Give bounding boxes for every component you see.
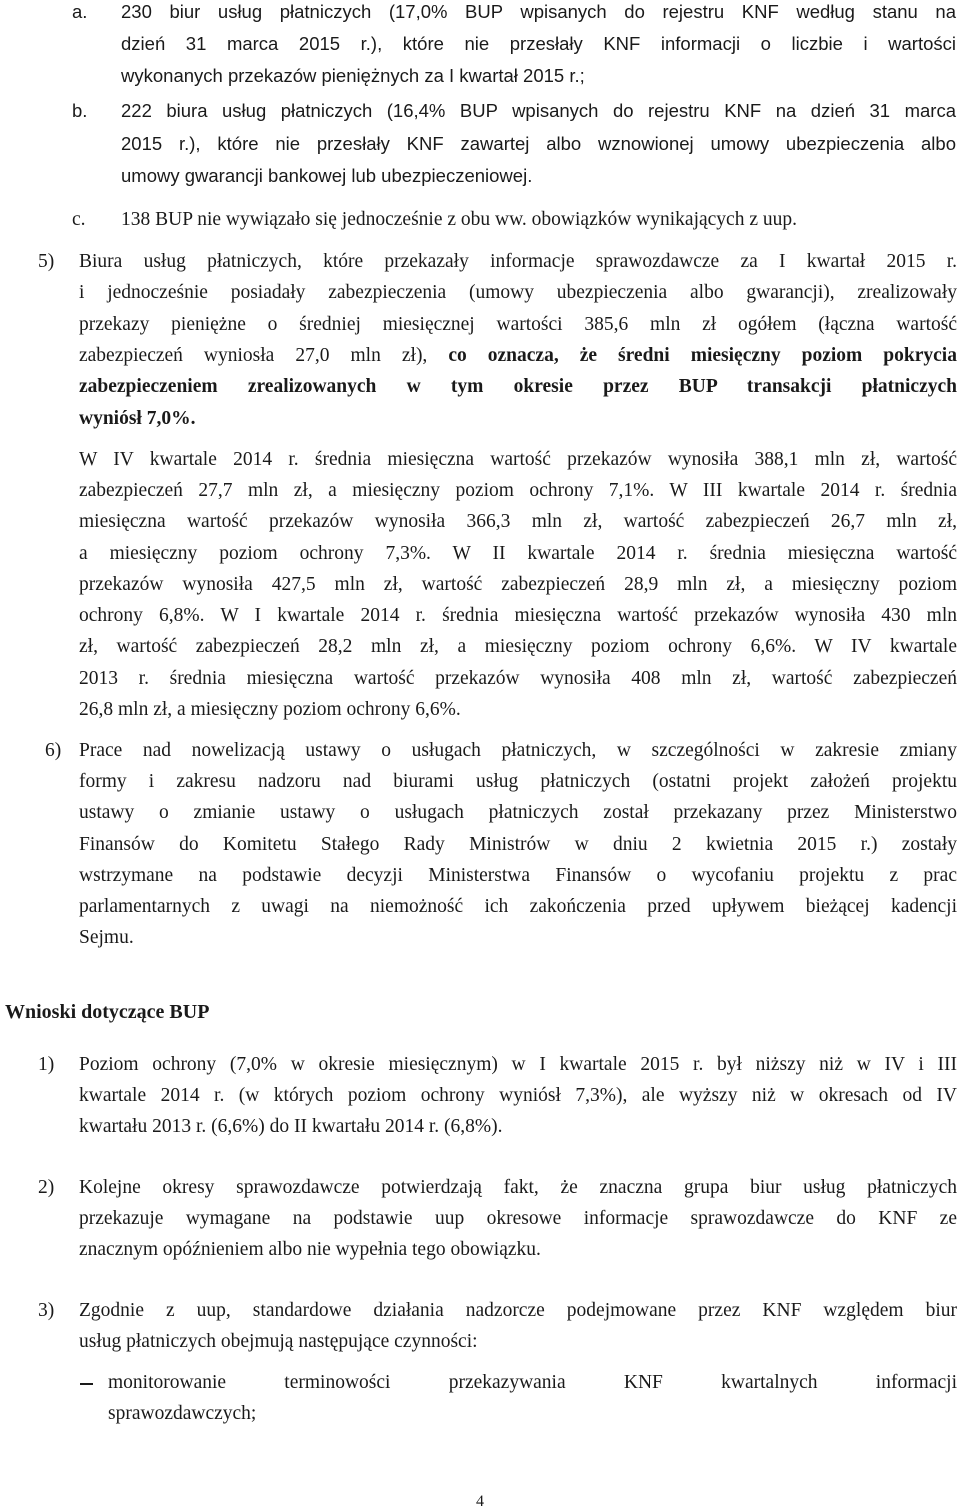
item-6-line: Prace nad nowelizacją ustawy o usługach płatniczych, w szczególności w zakresie zmiany [79,740,957,761]
quarters-line: miesięczna wartość przekazów wynosiła 366,3 mln zł, wartość zabezpieczeń 26,7 mln zł, [79,511,957,532]
item-5-line-bold: co oznacza, że średni miesięczny poziom pokrycia [448,345,957,366]
dash-bullet-icon [80,1383,93,1385]
quarters-line: a miesięczny poziom ochrony 7,3%. W II kwartale 2014 r. średnia miesięczna wartość [79,543,957,564]
list-c-line: 138 BUP nie wywiązało się jednocześnie z obu ww. obowiązków wynikających z uup. [121,209,797,230]
item-6-line: wstrzymane na podstawie decyzji Ministerstwa Finansów o wycofaniu projektu z prac [79,865,957,886]
quarters-line: zł, wartość zabezpieczeń 28,2 mln zł, a miesięczny poziom ochrony 6,6%. W IV kwartale [79,636,957,657]
item-5-line: przekazy pieniężne o średniej miesięcznej wartości 385,6 mln zł ogółem (łączna wartość [79,314,957,335]
item-6-line: ustawy o zmianie ustawy o usługach płatniczych został przekazany przez Ministerstwo [79,802,957,823]
list-a-line: dzień 31 marca 2015 r.), które nie przesłały KNF informacji o liczbie i wartości [121,33,956,54]
item-5-marker: 5) [38,251,55,272]
bullet-line: sprawozdawczych; [108,1403,257,1424]
item-5-bold-line: zabezpieczeniem zrealizowanych w tym okresie przez BUP transakcji płatniczych [79,376,957,397]
item-5-line: Biura usług płatniczych, które przekazały informacje sprawozdawcze za I kwartał 2015 r. [79,251,957,272]
item-5-line-normal: zabezpieczeń wyniosła 27,0 mln zł), [79,345,449,366]
list-b-line: umowy gwarancji bankowej lub ubezpieczeniowej. [121,165,533,186]
item-5-bold-line: wyniósł 7,0%. [79,408,196,429]
conclusion-1-marker: 1) [38,1054,55,1075]
conclusions-heading: Wnioski dotyczące BUP [5,1001,210,1023]
item-6-line: formy i zakresu nadzoru nad biurami usług płatniczych (ostatni projekt założeń projektu [79,771,957,792]
quarters-line: zabezpieczeń 27,7 mln zł, a miesięczny poziom ochrony 7,1%. W III kwartale 2014 r. średnia [79,480,957,501]
conclusion-3-line: Zgodnie z uup, standardowe działania nadzorcze podejmowane przez KNF względem biur [79,1300,957,1321]
quarters-line: W IV kwartale 2014 r. średnia miesięczna wartość przekazów wynosiła 388,1 mln zł, wartość [79,449,957,470]
bullet-line: monitorowanie terminowości przekazywania KNF kwartalnych informacji [108,1372,957,1393]
conclusion-2-line: Kolejne okresy sprawozdawcze potwierdzają fakt, że znaczna grupa biur usług płatniczych [79,1177,957,1198]
list-a-line: wykonanych przekazów pieniężnych za I kwartał 2015 r.; [121,65,585,86]
conclusion-2-line: znacznym opóźnieniem albo nie wypełnia tego obowiązku. [79,1239,541,1260]
list-marker-c: c. [72,209,86,230]
list-b-line: 222 biura usług płatniczych (16,4% BUP wpisanych do rejestru KNF na dzień 31 marca [121,100,956,121]
quarters-line: 2013 r. średnia miesięczna wartość przekazów wynosiła 408 mln zł, wartość zabezpieczeń [79,668,957,689]
conclusion-1-line: kwartale 2014 r. (w których poziom ochrony wyniósł 7,3%), ale wyższy niż w okresach od IV [79,1085,957,1106]
item-5-line [79,346,957,366]
item-6-marker: 6) [45,740,62,761]
item-6-line: parlamentarnych z uwagi na niemożność ich zakończenia przed upływem bieżącej kadencji [79,896,957,917]
item-5-line: i jednocześnie posiadały zabezpieczenia (umowy ubezpieczenia albo gwarancji), zrealizowały [79,282,957,303]
list-marker-b: b. [72,100,88,121]
list-b-line: 2015 r.), które nie przesłały KNF zawartej albo wznowionej umowy ubezpieczenia albo [121,133,956,154]
item-6-line: Sejmu. [79,927,134,948]
quarters-line: 26,8 mln zł, a miesięczny poziom ochrony 6,6%. [79,699,461,720]
item-6-line: Finansów do Komitetu Stałego Rady Ministrów w dniu 2 kwietnia 2015 r.) zostały [79,834,957,855]
quarters-line: ochrony 6,8%. W I kwartale 2014 r. średnia miesięczna wartość przekazów wynosiła 430 mln [79,605,957,626]
conclusion-3-marker: 3) [38,1300,55,1321]
conclusion-2-marker: 2) [38,1177,55,1198]
list-a-line: 230 biur usług płatniczych (17,0% BUP wpisanych do rejestru KNF według stanu na [121,1,956,22]
conclusion-1-line: Poziom ochrony (7,0% w okresie miesięcznym) w I kwartale 2015 r. był niższy niż w IV i III [79,1054,957,1075]
conclusion-3-line: usług płatniczych obejmują następujące czynności: [79,1331,478,1352]
conclusion-1-line: kwartału 2013 r. (6,6%) do II kwartału 2014 r. (6,8%). [79,1116,503,1137]
page-number: 4 [476,1493,484,1510]
list-marker-a: a. [72,1,88,22]
quarters-line: przekazów wynosiła 427,5 mln zł, wartość zabezpieczeń 28,9 mln zł, a miesięczny poziom [79,574,957,595]
conclusion-2-line: przekazuje wymagane na podstawie uup okresowe informacje sprawozdawcze do KNF ze [79,1208,957,1229]
